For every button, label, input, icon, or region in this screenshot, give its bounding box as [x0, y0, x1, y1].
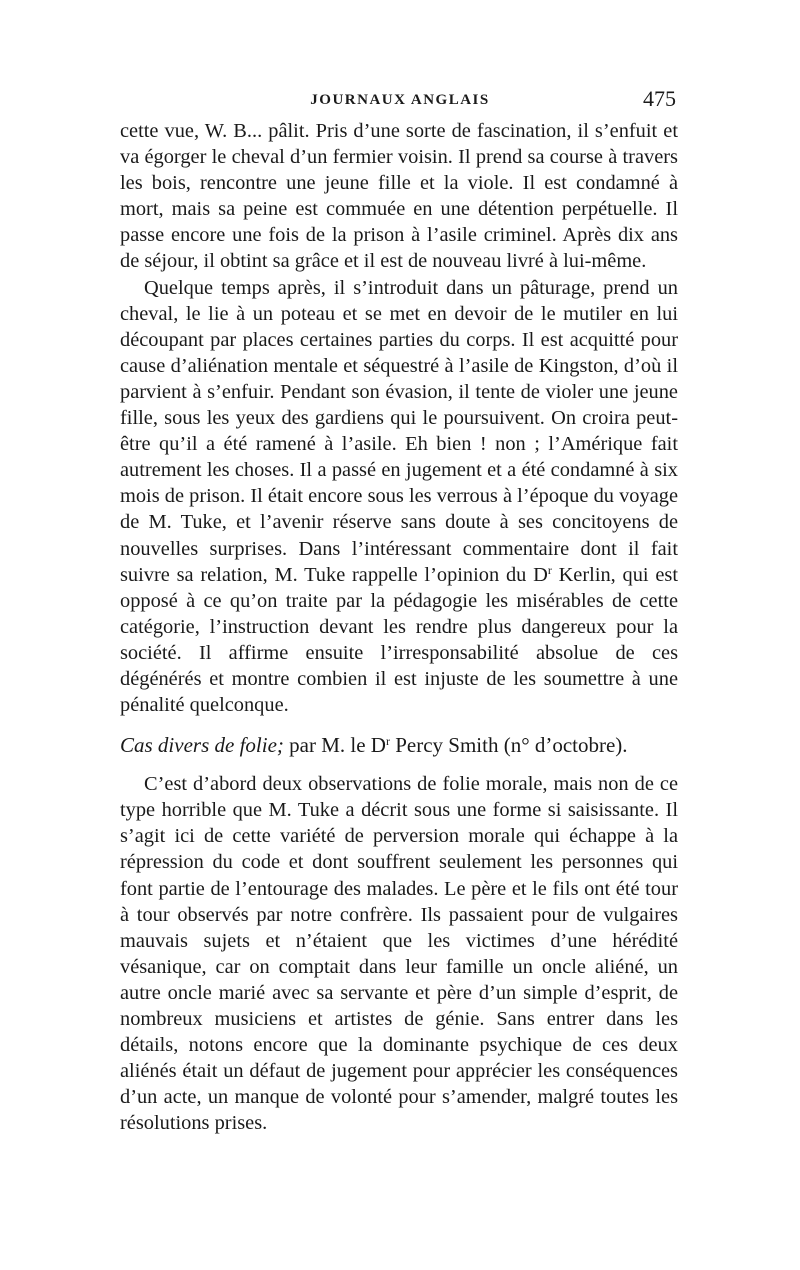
- section-heading-title: Cas divers de folie;: [120, 733, 284, 758]
- page-number: 475: [643, 86, 676, 111]
- paragraph: C’est d’abord deux observations de folie morale, mais non de ce type horrible que M. Tuke a décrit sous une forme si saisissante. Il s’agit ici de cette variété de perversion morale qui échappe à la répression du code et dont souffrent seulement les personnes qui font partie de l’entourage des malades. Le père et le fils ont été tour à tour observés par notre confrère. Ils passaient pour de vulgaires mauvais sujets et n’étaient que les victimes d’une hérédité vésanique, car on comptait dans leur famille un oncle aliéné, un autre oncle marié avec sa servante et père d’un simple d’esprit, de nombreux musiciens et artistes de génie. Sans entrer dans les détails, notons encore que la dominante psychique de ces deux aliénés était un défaut de jugement pour apprécier les conséquences d’un acte, un manque de volonté pour s’amender, malgré toutes les résolutions prises.: [120, 773, 678, 1135]
- running-title: JOURNAUX ANGLAIS: [310, 92, 490, 108]
- running-head: [120, 86, 680, 116]
- paragraph-text: Kerlin, qui est opposé à ce qu’on traite par la pédagogie les misérables de cette catégorie, l’instruction devant les rendre plus dangereux pour la société. Il affirme ensuite l’irresponsabilité absolue de ces dégénérés et montre combien il est injuste de les soumettre à une pénalité quelconque.: [120, 563, 678, 717]
- paragraph-text: Quelque temps après, il s’introduit dans un pâturage, prend un cheval, le lie à un poteau et se met en devoir de le mutiler en lui découpant par places certaines parties du corps. Il est acquitté pour cause d’aliénation mentale et séquestré à l’asile de Kingston, d’où il parvient à s’enfuir. Pendant son évasion, il tente de violer une jeune fille, sous les yeux des gardiens qui le poursuivent. On croira peut-être qu’il a été ramené à l’asile. Eh bien ! non ; l’Amérique fait autrement les choses. Il a passé en jugement et a été condamné à six mois de prison. Il était encore sous les verrous à l’époque du voyage de M. Tuke, et l’avenir réserve sans doute à ses concitoyens de nouvelles surprises. Dans l’intéressant commentaire dont il fait suivre sa relation, M. Tuke rappelle l’opinion du D: [120, 276, 678, 586]
- superscript: r: [547, 562, 552, 577]
- section-heading-source: Percy Smith (n° d’octobre).: [389, 733, 628, 758]
- body-text: [120, 118, 678, 1136]
- section-heading-author: par M. le D: [283, 733, 386, 758]
- superscript: r: [385, 734, 390, 749]
- section-heading: [120, 732, 678, 758]
- paragraph: [120, 275, 678, 719]
- paragraph-continued: cette vue, W. B... pâlit. Pris d’une sorte de fascination, il s’enfuit et va égorger le cheval d’un fermier voisin. Il prend sa course à travers les bois, rencontre une jeune fille et la viole. Il est condamné à mort, mais sa peine est commuée en une détention perpétuelle. Il passe encore une fois de la prison à l’asile criminel. Après dix ans de séjour, il obtint sa grâce et il est de nouveau livré à lui-même.: [120, 120, 678, 273]
